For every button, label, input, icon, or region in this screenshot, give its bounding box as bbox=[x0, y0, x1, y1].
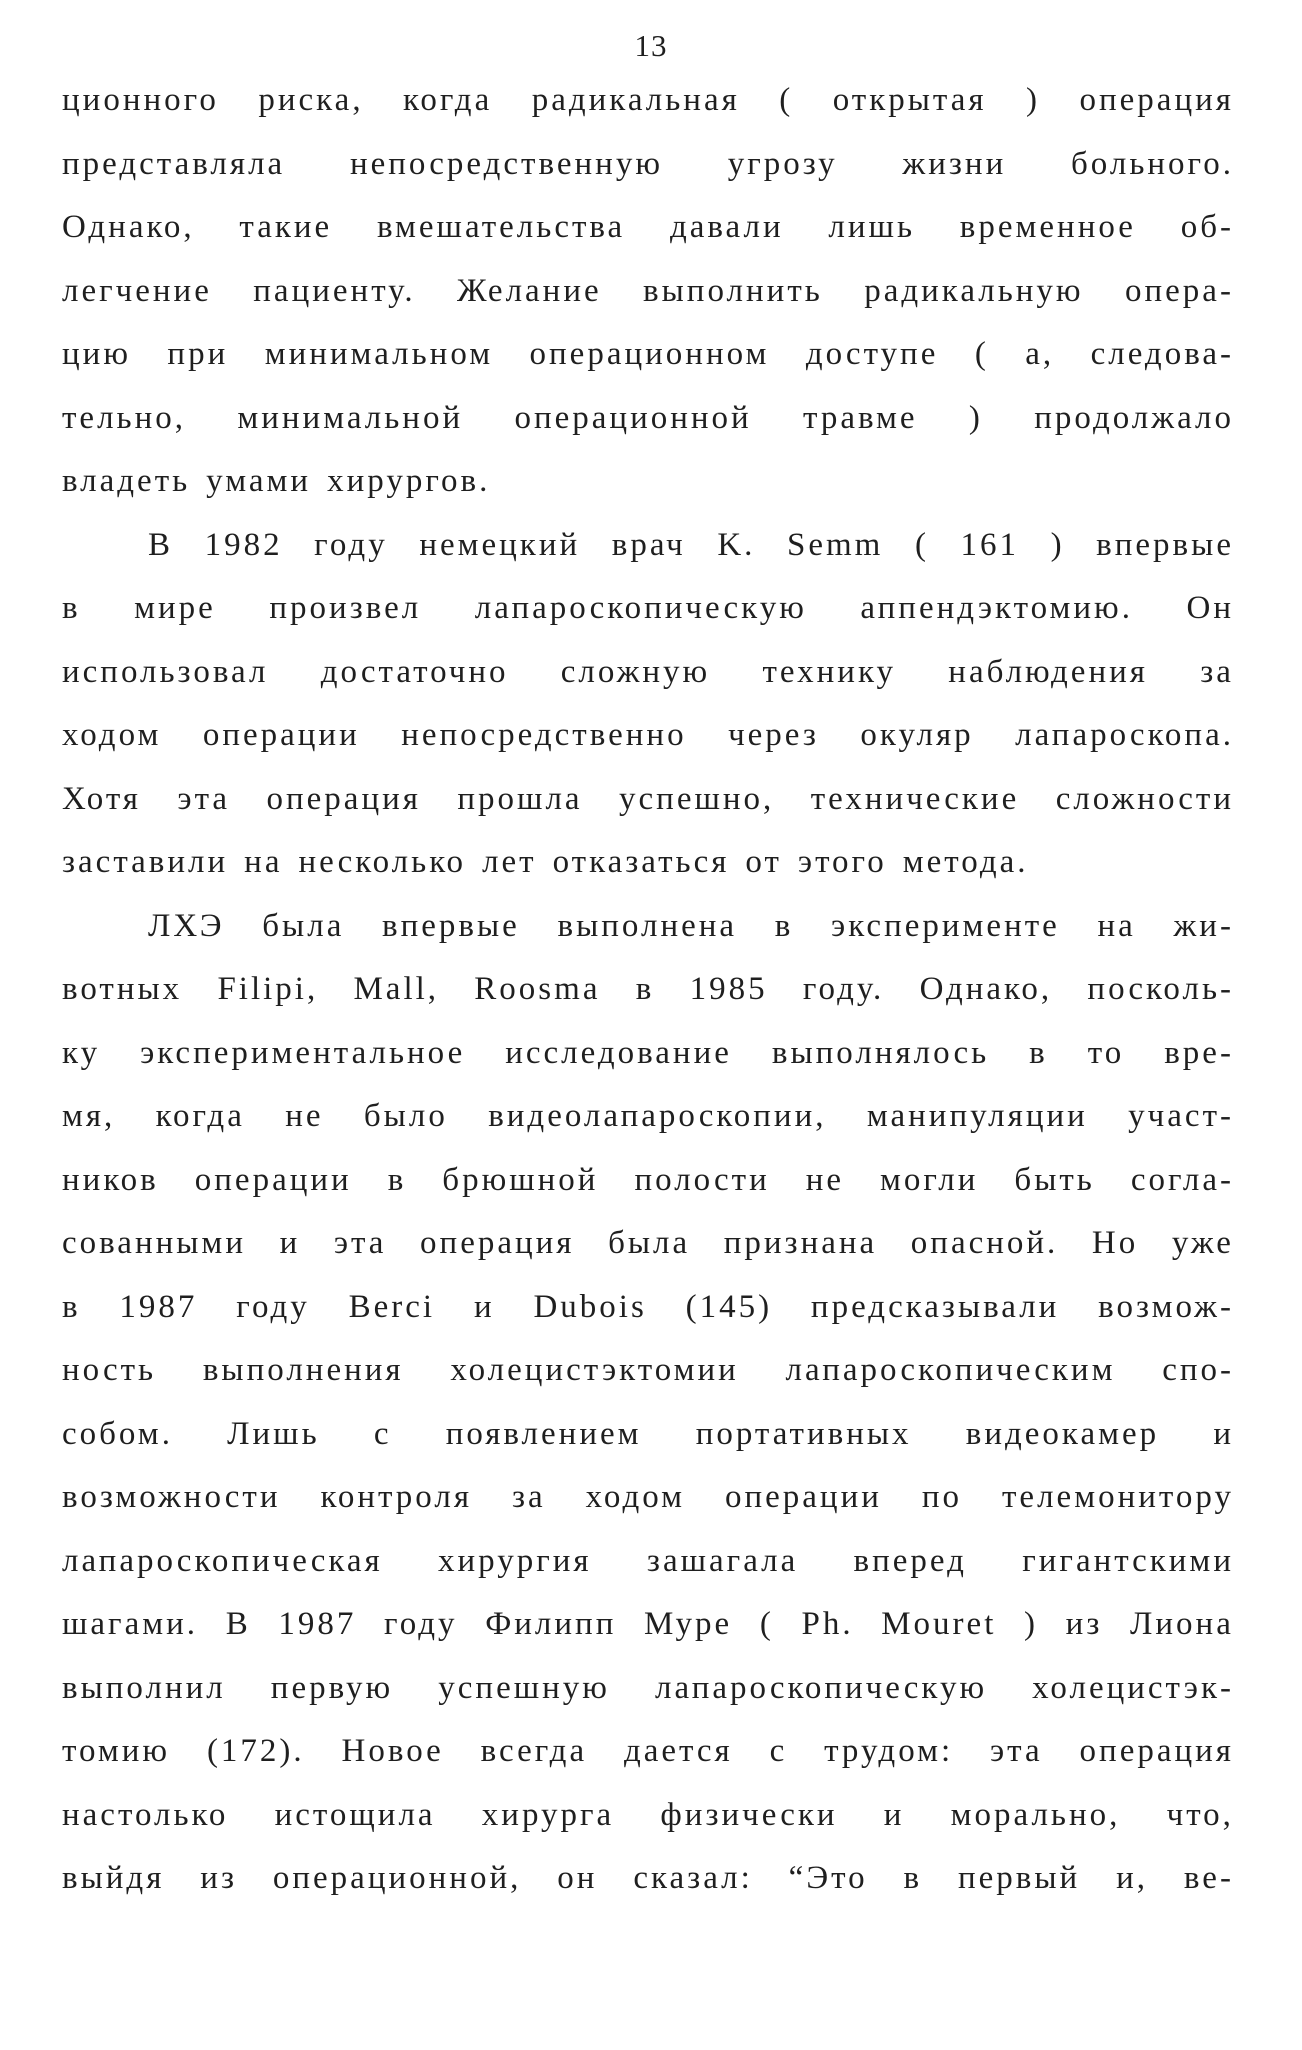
text-line bbox=[62, 1162, 1234, 1226]
word: Roosma bbox=[474, 971, 601, 1007]
word: временное bbox=[959, 209, 1136, 245]
text-line bbox=[62, 463, 1234, 527]
word: Лишь bbox=[227, 1415, 320, 1452]
word: эксперименте bbox=[831, 907, 1060, 944]
word: операция bbox=[1079, 1733, 1234, 1769]
text-line bbox=[62, 781, 1234, 845]
word: году bbox=[314, 526, 388, 563]
word: Ph. bbox=[801, 1606, 854, 1642]
word: об- bbox=[1180, 209, 1234, 245]
word: ционного bbox=[62, 82, 219, 118]
word: лапароскопическая bbox=[62, 1542, 383, 1579]
text-line bbox=[62, 908, 1234, 972]
text-line bbox=[62, 336, 1234, 400]
word: и bbox=[1213, 1415, 1234, 1452]
word: сказал: bbox=[633, 1860, 753, 1896]
word: немецкий bbox=[419, 526, 581, 563]
word: успешно, bbox=[619, 780, 775, 817]
word: и bbox=[883, 1796, 905, 1833]
text-line bbox=[62, 844, 1234, 908]
word: метода. bbox=[902, 844, 1029, 880]
word: возможности bbox=[62, 1479, 281, 1515]
text-line bbox=[62, 1606, 1234, 1670]
word: операционной, bbox=[272, 1860, 522, 1896]
word: выполнения bbox=[202, 1352, 404, 1388]
word: за bbox=[1200, 653, 1234, 690]
text-line bbox=[62, 1416, 1234, 1480]
word: эта bbox=[177, 780, 231, 817]
text-line bbox=[62, 1479, 1234, 1543]
word: ность bbox=[62, 1352, 157, 1388]
word: в bbox=[387, 1161, 407, 1198]
word: быть bbox=[1014, 1161, 1095, 1198]
word: истощила bbox=[274, 1796, 436, 1833]
word: возмож- bbox=[1098, 1288, 1234, 1325]
word: владеть bbox=[62, 463, 191, 499]
word: технические bbox=[810, 780, 1020, 817]
word: и, bbox=[1116, 1860, 1149, 1896]
word: впервые bbox=[1096, 526, 1234, 563]
word: операция bbox=[1079, 82, 1234, 118]
word: операционном bbox=[529, 336, 770, 372]
word: при bbox=[167, 336, 229, 372]
word: было bbox=[363, 1098, 448, 1134]
word: выполнить bbox=[643, 272, 823, 309]
word: году. bbox=[802, 971, 885, 1007]
word: ) bbox=[1026, 82, 1041, 118]
word: операционной bbox=[514, 399, 752, 436]
word: лишь bbox=[828, 209, 915, 245]
word: в bbox=[62, 590, 81, 626]
word: ников bbox=[62, 1161, 159, 1198]
word: первый bbox=[957, 1860, 1081, 1896]
word: давали bbox=[669, 209, 784, 245]
word: этого bbox=[797, 844, 887, 880]
text-line bbox=[62, 400, 1234, 464]
word: в bbox=[62, 1288, 81, 1325]
word: 1982 bbox=[204, 526, 283, 563]
word: В bbox=[148, 526, 174, 563]
word: больного. bbox=[1071, 145, 1234, 182]
word: через bbox=[728, 717, 819, 753]
word: в bbox=[635, 971, 655, 1007]
text-line bbox=[62, 1289, 1234, 1353]
word: лет bbox=[482, 844, 537, 880]
word: врач bbox=[611, 526, 686, 563]
word: K. bbox=[717, 526, 756, 563]
word: в bbox=[903, 1860, 923, 1896]
word: вмешательства bbox=[376, 209, 626, 245]
text-line bbox=[62, 654, 1234, 718]
word: прошла bbox=[457, 780, 583, 817]
word: операции bbox=[194, 1161, 352, 1198]
text-line bbox=[62, 1797, 1234, 1861]
page-number: 13 bbox=[634, 28, 668, 63]
word: жизни bbox=[902, 145, 1007, 182]
word: тельно, bbox=[62, 399, 186, 436]
word: аппендэктомию. bbox=[860, 590, 1133, 626]
text-line bbox=[62, 273, 1234, 337]
word: мя, bbox=[62, 1098, 116, 1134]
word: следова- bbox=[1090, 336, 1234, 372]
word: экспериментальное bbox=[140, 1034, 466, 1071]
word: достаточно bbox=[320, 653, 509, 690]
word: портативных bbox=[695, 1415, 912, 1452]
word: он bbox=[557, 1860, 598, 1896]
word: представляла bbox=[62, 145, 286, 182]
word: манипуляции bbox=[866, 1098, 1088, 1134]
word: непосредственно bbox=[401, 717, 687, 753]
word: могли bbox=[880, 1161, 979, 1198]
word: с bbox=[373, 1415, 392, 1452]
text-line bbox=[62, 82, 1234, 146]
word: когда bbox=[403, 82, 493, 118]
word: ве- bbox=[1183, 1860, 1234, 1896]
word: легчение bbox=[62, 272, 212, 309]
word: Однако, bbox=[62, 209, 195, 245]
word: Филипп bbox=[485, 1606, 617, 1642]
word: видеолапароскопии, bbox=[488, 1098, 827, 1134]
word: “Это bbox=[788, 1860, 868, 1896]
word: доступе bbox=[805, 336, 939, 372]
word: вперед bbox=[853, 1542, 967, 1579]
word: Filipi, bbox=[217, 971, 319, 1007]
word: ( bbox=[779, 82, 794, 118]
word: ходом bbox=[62, 717, 162, 753]
word: хирурга bbox=[481, 1796, 615, 1833]
word: за bbox=[512, 1479, 546, 1515]
word: морально, bbox=[950, 1796, 1121, 1833]
word: от bbox=[745, 844, 782, 880]
word: появлением bbox=[445, 1415, 642, 1452]
word: опасной. bbox=[910, 1225, 1059, 1261]
word: продолжало bbox=[1034, 399, 1234, 436]
word: дается bbox=[623, 1733, 733, 1769]
word: ( bbox=[914, 526, 929, 563]
word: впервые bbox=[382, 907, 520, 944]
word: окуляр bbox=[860, 717, 974, 753]
word: операция bbox=[420, 1225, 575, 1261]
word: не bbox=[805, 1161, 845, 1198]
word: согла- bbox=[1130, 1161, 1234, 1198]
text-line bbox=[62, 971, 1234, 1035]
word: произвел bbox=[269, 590, 422, 626]
word: отказаться bbox=[552, 844, 730, 880]
word: в bbox=[774, 907, 794, 944]
word: 161 bbox=[960, 526, 1020, 563]
word: ( bbox=[974, 336, 989, 372]
word: 1985 bbox=[689, 971, 768, 1007]
word: операции bbox=[724, 1479, 882, 1515]
word: вре- bbox=[1164, 1034, 1234, 1071]
word: году bbox=[383, 1606, 458, 1642]
word: жи- bbox=[1173, 907, 1234, 944]
word: хирургия bbox=[438, 1542, 592, 1579]
word: с bbox=[769, 1733, 788, 1769]
word: эта bbox=[333, 1225, 387, 1261]
word: зашагала bbox=[646, 1542, 799, 1579]
word: томию bbox=[62, 1733, 171, 1769]
text-line bbox=[62, 1860, 1234, 1924]
word: что, bbox=[1166, 1796, 1234, 1833]
word: мире bbox=[134, 590, 216, 626]
word: шагами. bbox=[62, 1606, 199, 1642]
word: первую bbox=[270, 1669, 394, 1706]
word: предсказывали bbox=[810, 1288, 1060, 1325]
text-line bbox=[62, 590, 1234, 654]
word: собом. bbox=[62, 1415, 173, 1452]
word: то bbox=[1087, 1034, 1125, 1071]
word: Хотя bbox=[62, 780, 141, 817]
text-line bbox=[62, 1098, 1234, 1162]
word: из bbox=[1065, 1606, 1103, 1642]
word: брюшной bbox=[442, 1161, 599, 1198]
word: не bbox=[285, 1098, 324, 1134]
word: видеокамер bbox=[965, 1415, 1160, 1452]
word: (145) bbox=[685, 1288, 773, 1325]
word: физически bbox=[660, 1796, 838, 1833]
word: ( bbox=[759, 1606, 774, 1642]
word: а, bbox=[1025, 336, 1055, 372]
word: на bbox=[1097, 907, 1136, 944]
word: признана bbox=[723, 1225, 878, 1261]
word: лапароскопическим bbox=[785, 1352, 1116, 1388]
word: спо- bbox=[1162, 1352, 1234, 1388]
word: такие bbox=[239, 209, 333, 245]
word: ЛХЭ bbox=[148, 907, 225, 944]
word: использовал bbox=[62, 653, 269, 690]
word: риска, bbox=[258, 82, 364, 118]
word: Semm bbox=[787, 526, 884, 563]
text-line bbox=[62, 209, 1234, 273]
word: Желание bbox=[457, 272, 602, 309]
word: ходом bbox=[585, 1479, 685, 1515]
text-line bbox=[62, 1035, 1234, 1099]
word: холецистэк- bbox=[1032, 1669, 1234, 1706]
word: хирургов. bbox=[327, 463, 491, 499]
word: была bbox=[262, 907, 345, 944]
word: успешную bbox=[438, 1669, 610, 1706]
text-line bbox=[62, 1670, 1234, 1734]
word: телемонитору bbox=[1002, 1479, 1234, 1515]
word: лапароскопа. bbox=[1015, 717, 1234, 753]
word: Муре bbox=[644, 1606, 733, 1642]
word: операция bbox=[266, 780, 421, 817]
word: выполнил bbox=[62, 1669, 226, 1706]
word: полости bbox=[634, 1161, 770, 1198]
word: сложную bbox=[560, 653, 711, 690]
word: из bbox=[200, 1860, 237, 1896]
word: радикальная bbox=[531, 82, 740, 118]
word: выйдя bbox=[62, 1860, 165, 1896]
text-line bbox=[62, 1225, 1234, 1289]
text-line bbox=[62, 1543, 1234, 1607]
word: Он bbox=[1186, 590, 1234, 626]
body-text bbox=[62, 82, 1234, 1924]
text-line bbox=[62, 1352, 1234, 1416]
word: операции bbox=[202, 717, 360, 753]
word: несколько bbox=[298, 844, 467, 880]
word: по bbox=[921, 1479, 963, 1515]
word: вотных bbox=[62, 971, 183, 1007]
word: заставили bbox=[62, 844, 229, 880]
word: всегда bbox=[480, 1733, 588, 1769]
word: Лиона bbox=[1130, 1606, 1234, 1642]
word: наблюдения bbox=[948, 653, 1148, 690]
word: исследование bbox=[505, 1034, 732, 1071]
word: уже bbox=[1171, 1225, 1234, 1261]
text-line bbox=[62, 1733, 1234, 1797]
word: была bbox=[608, 1225, 691, 1261]
word: (172). bbox=[206, 1733, 305, 1769]
word: Новое bbox=[341, 1733, 444, 1769]
word: участ- bbox=[1128, 1098, 1234, 1134]
word: радикальную bbox=[864, 272, 1084, 309]
word: и bbox=[473, 1288, 495, 1325]
word: посколь- bbox=[1087, 971, 1234, 1007]
word: опера- bbox=[1124, 272, 1234, 309]
word: контроля bbox=[320, 1479, 473, 1515]
word: на bbox=[244, 844, 283, 880]
text-line bbox=[62, 717, 1234, 781]
word: Однако, bbox=[919, 971, 1053, 1007]
word: в bbox=[1029, 1034, 1048, 1071]
word: Mall, bbox=[353, 971, 440, 1007]
word: и bbox=[279, 1225, 301, 1261]
word: открытая bbox=[832, 82, 987, 118]
word: технику bbox=[762, 653, 897, 690]
word: цию bbox=[62, 336, 131, 372]
word: умами bbox=[206, 463, 312, 499]
text-line bbox=[62, 527, 1234, 591]
word: минимальном bbox=[264, 336, 494, 372]
word: сованными bbox=[62, 1225, 246, 1261]
word: пациенту. bbox=[253, 272, 416, 309]
word: непосредственную bbox=[349, 145, 663, 182]
word: сложности bbox=[1055, 780, 1234, 817]
word: гигантскими bbox=[1022, 1542, 1234, 1579]
word: эта bbox=[990, 1733, 1043, 1769]
text-line bbox=[62, 146, 1234, 210]
word: угрозу bbox=[727, 145, 838, 182]
word: ку bbox=[62, 1034, 101, 1071]
word: когда bbox=[155, 1098, 245, 1134]
word: лапароскопическую bbox=[655, 1669, 988, 1706]
word: 1987 bbox=[278, 1606, 357, 1642]
word: лапароскопическую bbox=[474, 590, 807, 626]
word: выполнялось bbox=[771, 1034, 990, 1071]
word: холецистэктомии bbox=[450, 1352, 739, 1388]
word: ) bbox=[1024, 1606, 1039, 1642]
word: ) bbox=[968, 399, 983, 436]
word: травме bbox=[803, 399, 918, 436]
word: Но bbox=[1091, 1225, 1139, 1261]
word: ) bbox=[1050, 526, 1065, 563]
word: трудом: bbox=[824, 1733, 954, 1769]
word: В bbox=[225, 1606, 251, 1642]
word: 1987 bbox=[119, 1288, 198, 1325]
word: Berci bbox=[348, 1288, 436, 1325]
word: выполнена bbox=[557, 907, 738, 944]
word: году bbox=[236, 1288, 310, 1325]
word: Mouret bbox=[881, 1606, 997, 1642]
word: минимальной bbox=[237, 399, 464, 436]
word: настолько bbox=[62, 1796, 229, 1833]
word: Dubois bbox=[533, 1288, 647, 1325]
